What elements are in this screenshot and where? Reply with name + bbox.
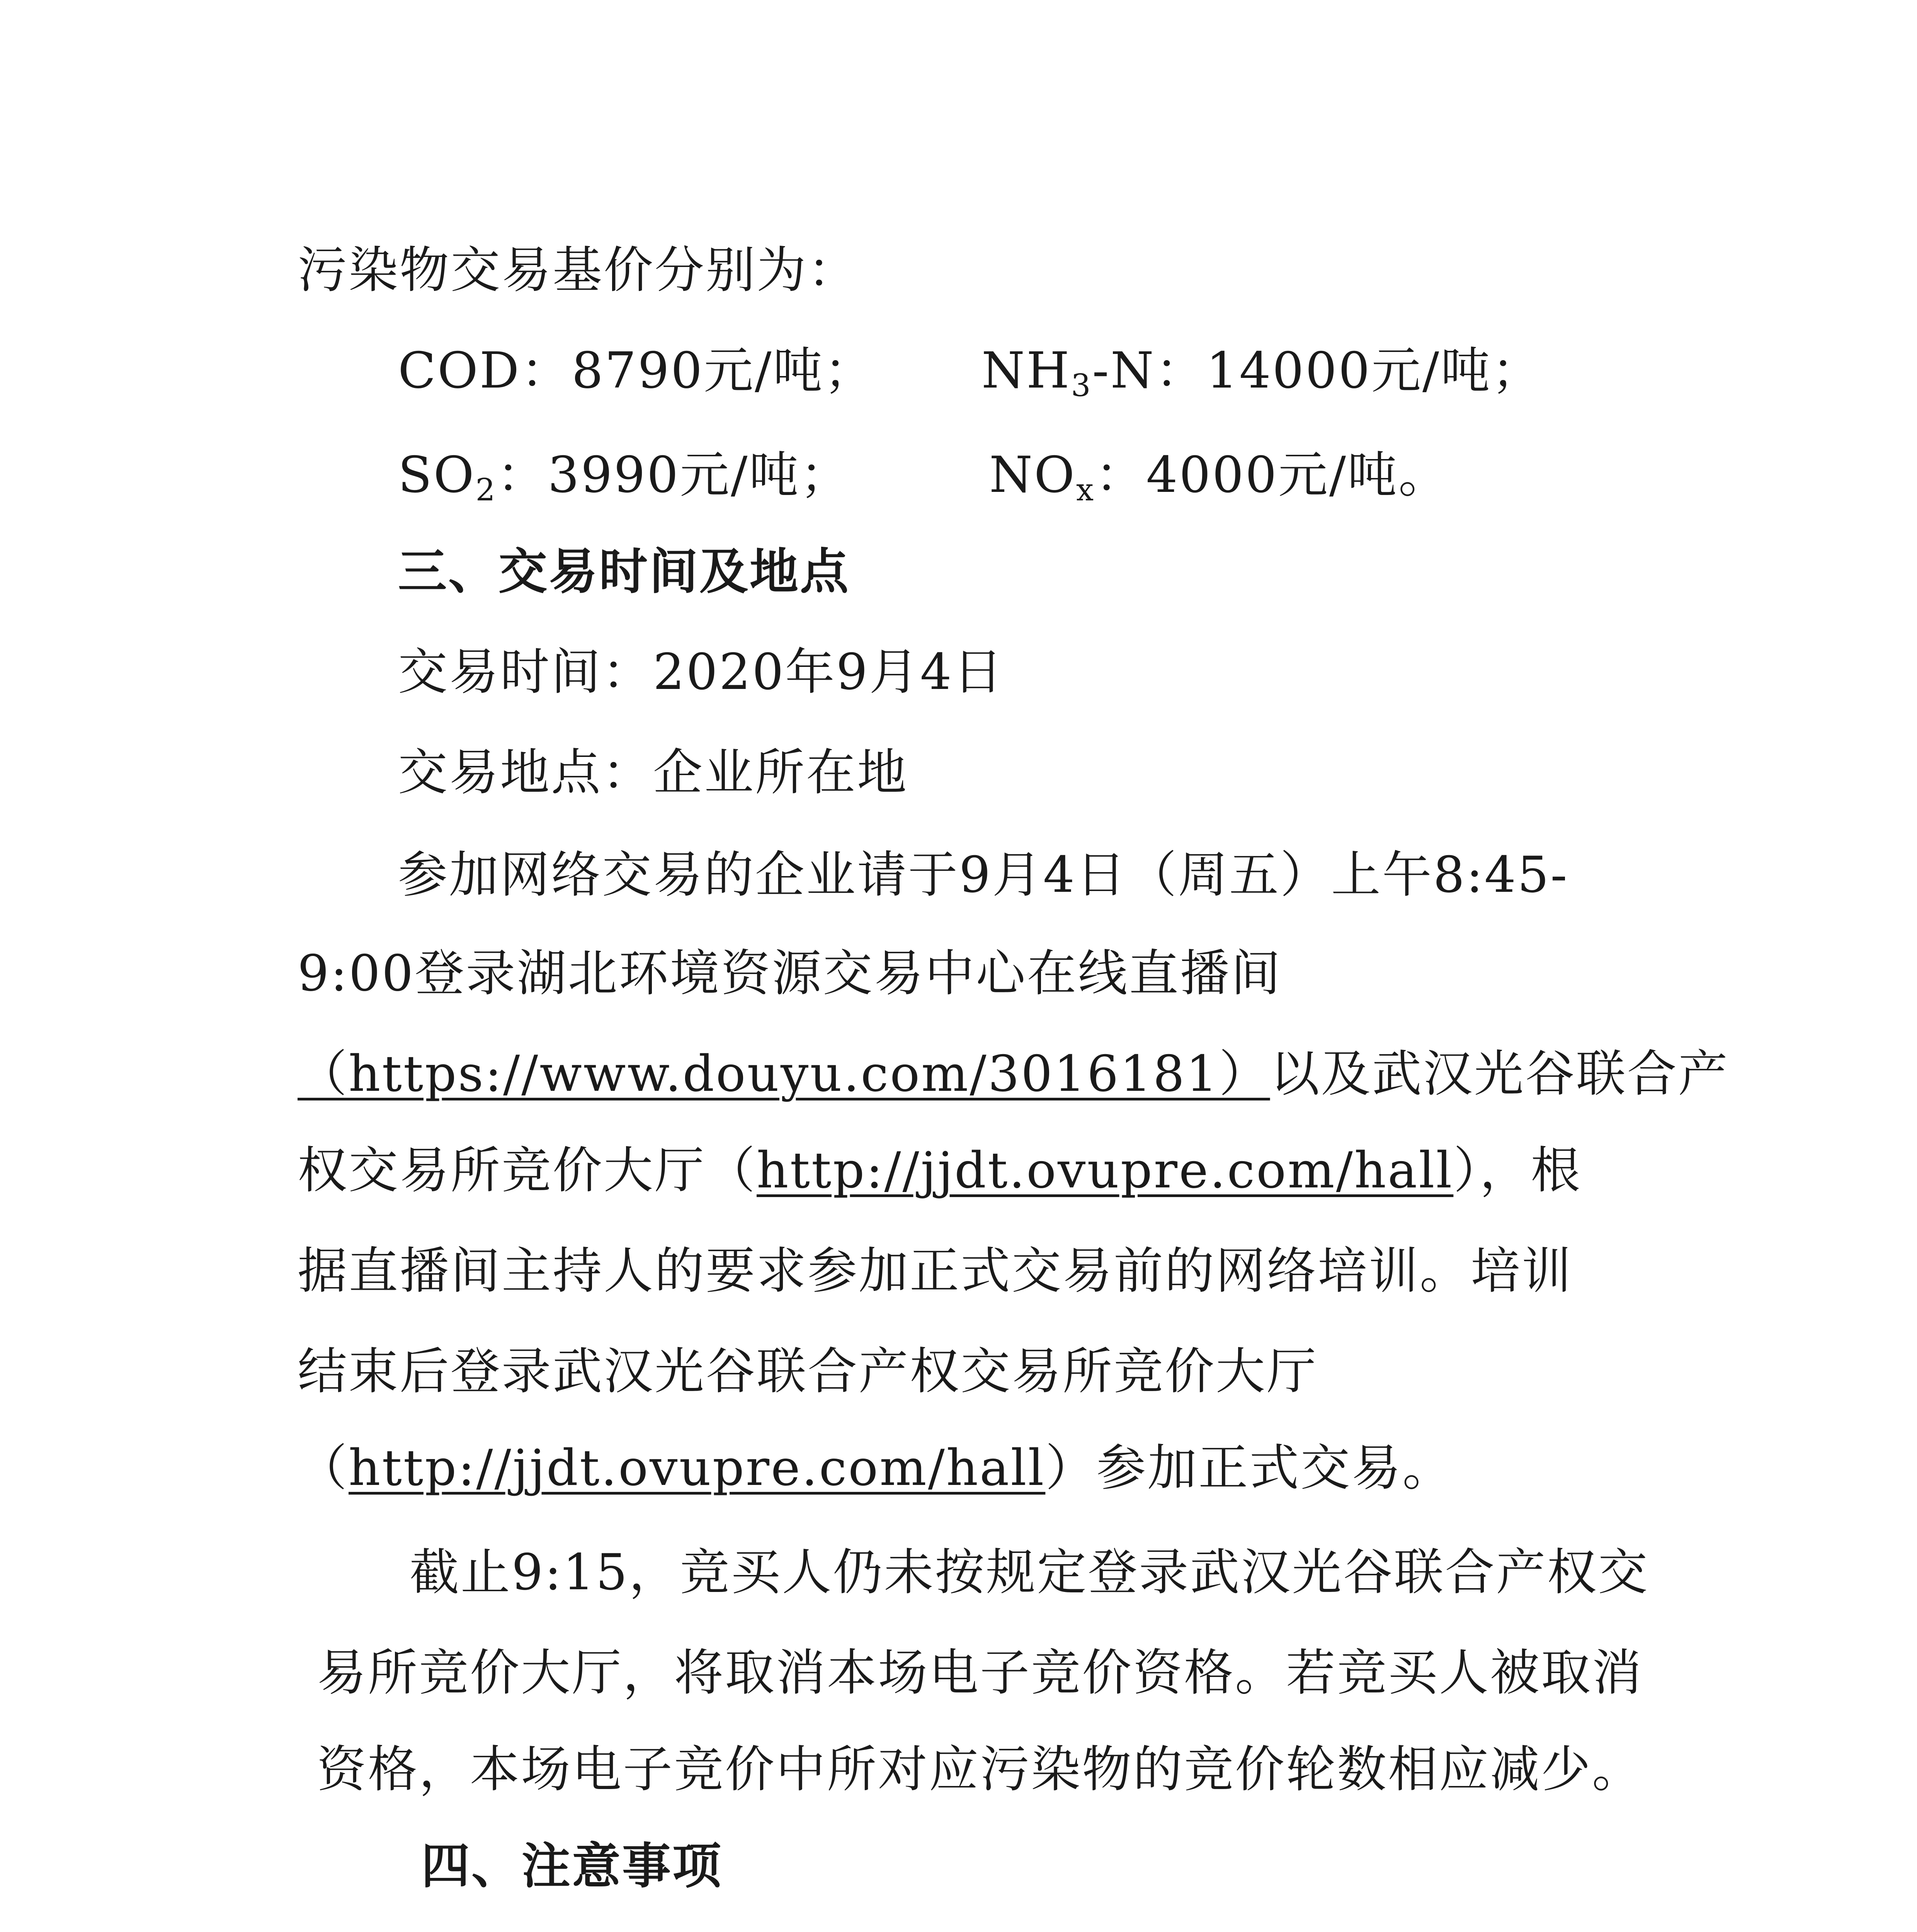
para1-line2: 9:00登录湖北环境资源交易中心在线直播间 xyxy=(298,945,1282,1002)
hall-link[interactable]: http://jjdt.ovupre.com/hall xyxy=(757,1142,1454,1199)
para1-line1: 参加网络交易的企业请于9月4日（周五）上午8:45- xyxy=(398,846,1569,904)
para1-line6: 结束后登录武汉光谷联合产权交易所竞价大厅 xyxy=(298,1343,1318,1400)
price-so2: $SO_2$：3990元/吨； xyxy=(398,446,851,508)
para1-line5: 据直播间主持人的要求参加正式交易前的网络培训。培训 xyxy=(298,1242,1573,1300)
price-cod: COD：8790元/吨； xyxy=(398,342,875,400)
douyu-link[interactable]: （https://www.douyu.com/3016181） xyxy=(298,1045,1270,1103)
para1-line3: （https://www.douyu.com/3016181）以及武汉光谷联合产 xyxy=(298,1045,1729,1103)
para2-line3: 资格，本场电子竞价中所对应污染物的竞价轮数相应减少。 xyxy=(317,1741,1643,1798)
section3-heading: 三、交易时间及地点 xyxy=(398,543,850,600)
price-nh3n: $NH_3-N$：14000元/吨； xyxy=(981,342,1543,403)
trade-place: 交易地点：企业所在地 xyxy=(398,744,908,801)
trade-time: 交易时间：2020年9月4日 xyxy=(398,643,1004,701)
para1-line7: （http://jjdt.ovupre.com/hall）参加正式交易。 xyxy=(298,1439,1454,1497)
section4-heading: 四、注意事项 xyxy=(421,1838,723,1895)
price-intro: 污染物交易基价分别为： xyxy=(298,242,859,299)
hall-link-2[interactable]: http://jjdt.ovupre.com/hall xyxy=(349,1439,1046,1497)
para2-line1: 截止9:15，竞买人仍未按规定登录武汉光谷联合产权交 xyxy=(410,1544,1649,1601)
price-nox: $NO_x$：4000元/吨。 xyxy=(989,446,1449,508)
para2-line2: 易所竞价大厅，将取消本场电子竞价资格。若竞买人被取消 xyxy=(317,1644,1643,1702)
para1-line4: 权交易所竞价大厅（http://jjdt.ovupre.com/hall），根 xyxy=(298,1142,1582,1199)
